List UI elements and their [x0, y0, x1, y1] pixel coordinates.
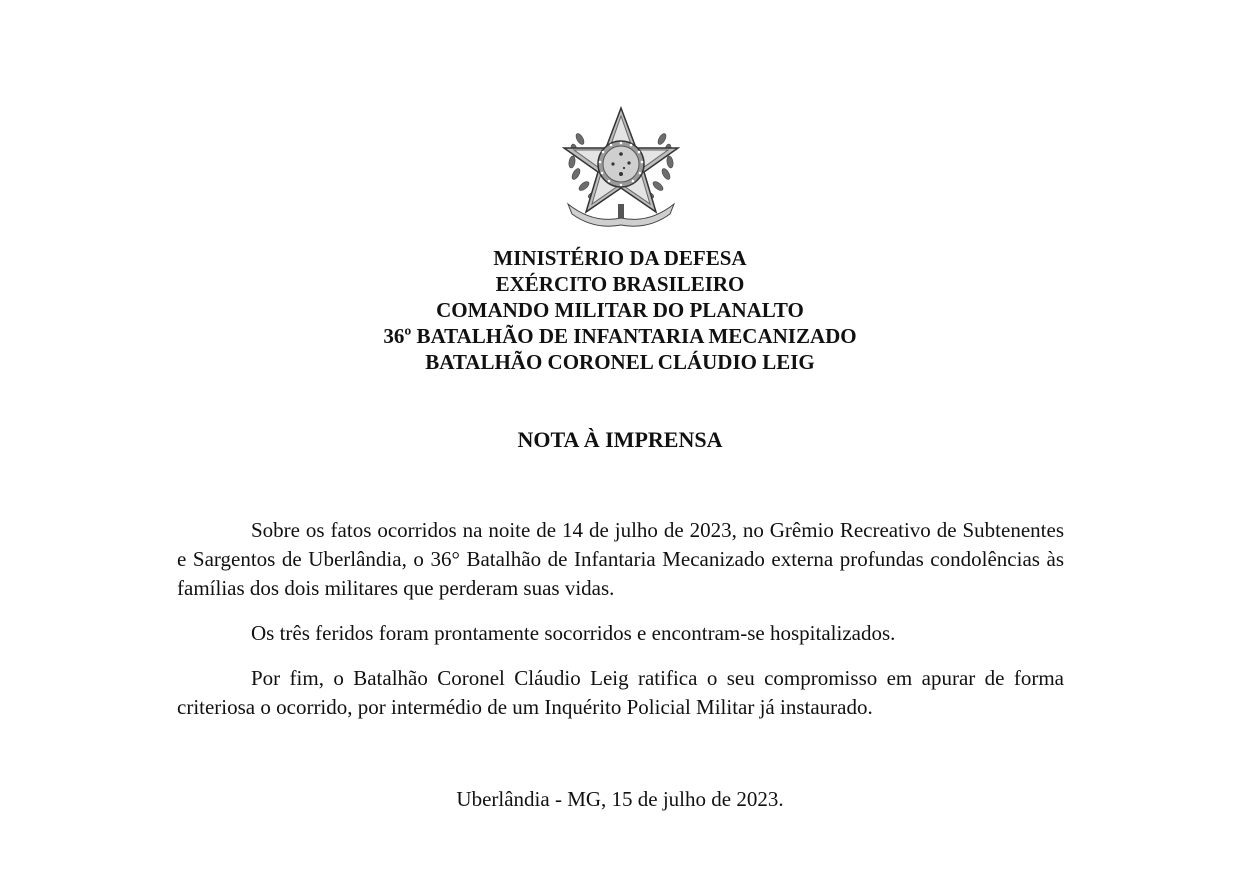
header-line-battalion-name: BATALHÃO CORONEL CLÁUDIO LEIG: [425, 350, 815, 374]
paragraph-wounded: [177, 619, 1064, 664]
header-line-ministry: MINISTÉRIO DA DEFESA: [493, 246, 747, 270]
header-line-army: EXÉRCITO BRASILEIRO: [495, 272, 745, 296]
paragraph-condolences: [177, 516, 1064, 619]
paragraph-text: Por fim, o Batalhão Coronel Cláudio Leig ratifica o seu compromisso em apurar de forma criteriosa o ocorrido, por intermédio de um Inquérito Policial Militar já instaurado.: [177, 666, 1064, 719]
place-and-date: Uberlândia - MG, 15 de julho de 2023.: [456, 787, 784, 811]
header-line-battalion: 36º BATALHÃO DE INFANTARIA MECANIZADO: [383, 324, 857, 348]
document-title: NOTA À IMPRENSA: [517, 427, 723, 452]
paragraph-text: Os três feridos foram prontamente socorridos e encontram-se hospitalizados.: [251, 621, 896, 645]
brazil-coat-of-arms-icon: [558, 104, 684, 230]
header-line-command: COMANDO MILITAR DO PLANALTO: [436, 298, 804, 322]
paragraph-inquiry: [177, 664, 1064, 738]
institution-header: [0, 245, 1240, 375]
paragraph-text: Sobre os fatos ocorridos na noite de 14 de julho de 2023, no Grêmio Recreativo de Subtenentes e Sargentos de Uberlândia, o 36° Batalhão de Infantaria Mecanizado externa profundas condolências às famílias dos dois militares que perderam suas vidas.: [177, 518, 1064, 600]
